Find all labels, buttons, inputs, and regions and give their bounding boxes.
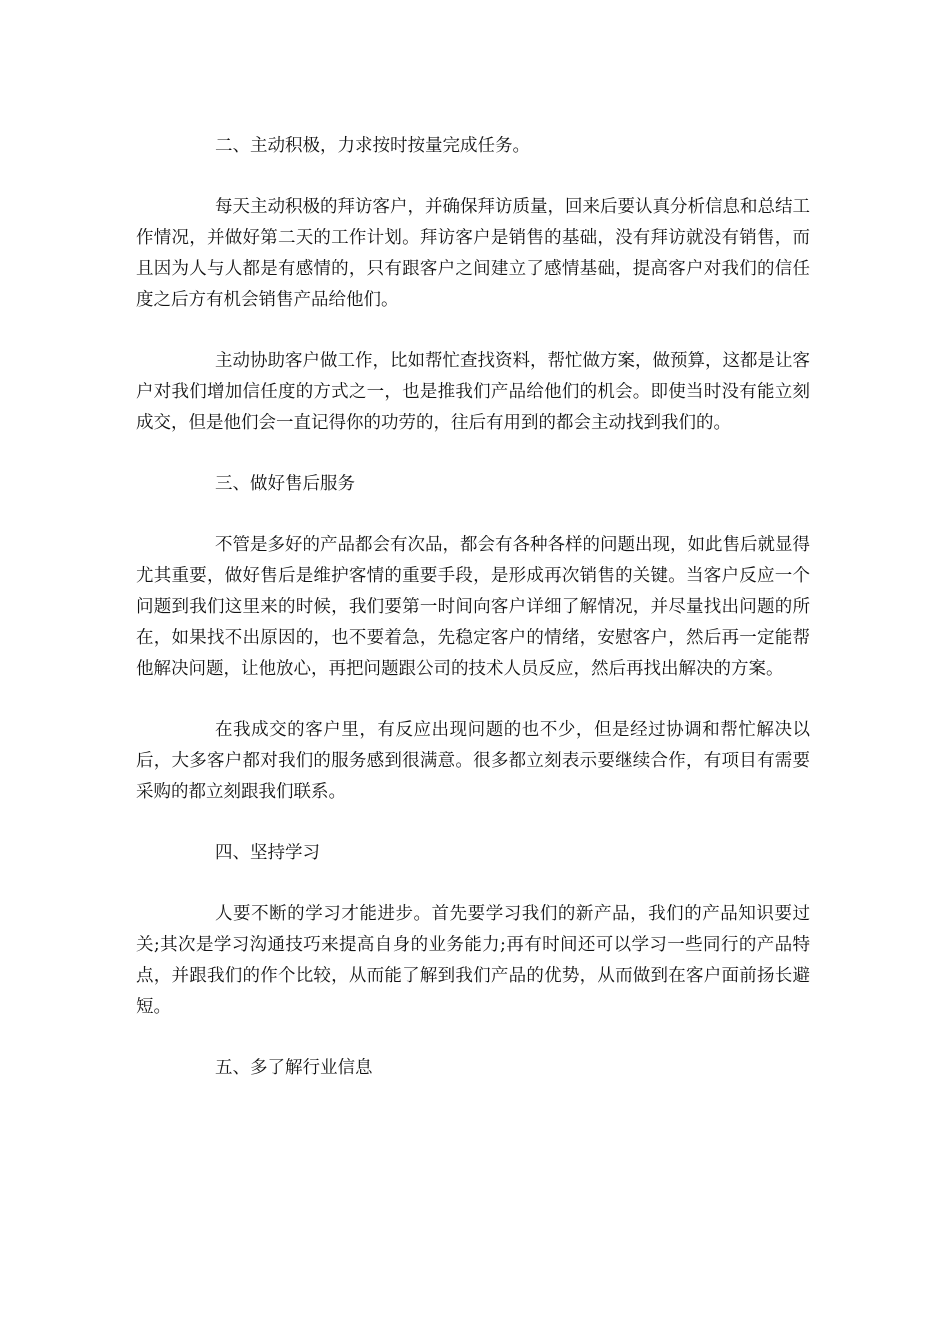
section-heading-5: 五、多了解行业信息	[215, 1058, 373, 1078]
paragraph-assist-clients: 主动协助客户做工作，比如帮忙查找资料，帮忙做方案，做预算，这都是让客户对我们增加信任度的方式之一，也是推我们产品给他们的机会。即使当时没有能立刻成交，但是他们会一直记得你的功劳的，往后有用到的都会主动找到我们的。	[136, 351, 810, 433]
section-heading-3: 三、做好售后服务	[215, 474, 355, 494]
paragraph-visit-clients: 每天主动积极的拜访客户，并确保拜访质量，回来后要认真分析信息和总结工作情况，并做好第二天的工作计划。拜访客户是销售的基础，没有拜访就没有销售，而且因为人与人都是有感情的，只有跟客户之间建立了感情基础，提高客户对我们的信任度之后方有机会销售产品给他们。	[136, 197, 810, 310]
paragraph-client-satisfaction: 在我成交的客户里，有反应出现问题的也不少，但是经过协调和帮忙解决以后，大多客户都对我们的服务感到很满意。很多都立刻表示要继续合作，有项目有需要采购的都立刻跟我们联系。	[136, 720, 810, 802]
section-heading-2: 二、主动积极，力求按时按量完成任务。	[215, 136, 530, 156]
section-heading-4: 四、坚持学习	[215, 843, 320, 863]
paragraph-after-sales: 不管是多好的产品都会有次品，都会有各种各样的问题出现，如此售后就显得尤其重要，做好售后是维护客情的重要手段，是形成再次销售的关键。当客户反应一个问题到我们这里来的时候，我们要第一时间向客户详细了解情况，并尽量找出问题的所在，如果找不出原因的，也不要着急，先稳定客户的情绪，安慰客户，然后再一定能帮他解决问题，让他放心，再把问题跟公司的技术人员反应，然后再找出解决的方案。	[136, 535, 810, 679]
document-body	[136, 131, 810, 1114]
paragraph-keep-learning: 人要不断的学习才能进步。首先要学习我们的新产品，我们的产品知识要过关;其次是学习沟通技巧来提高自身的业务能力;再有时间还可以学习一些同行的产品特点，并跟我们的作个比较，从而能了解到我们产品的优势，从而做到在客户面前扬长避短。	[136, 904, 810, 1017]
